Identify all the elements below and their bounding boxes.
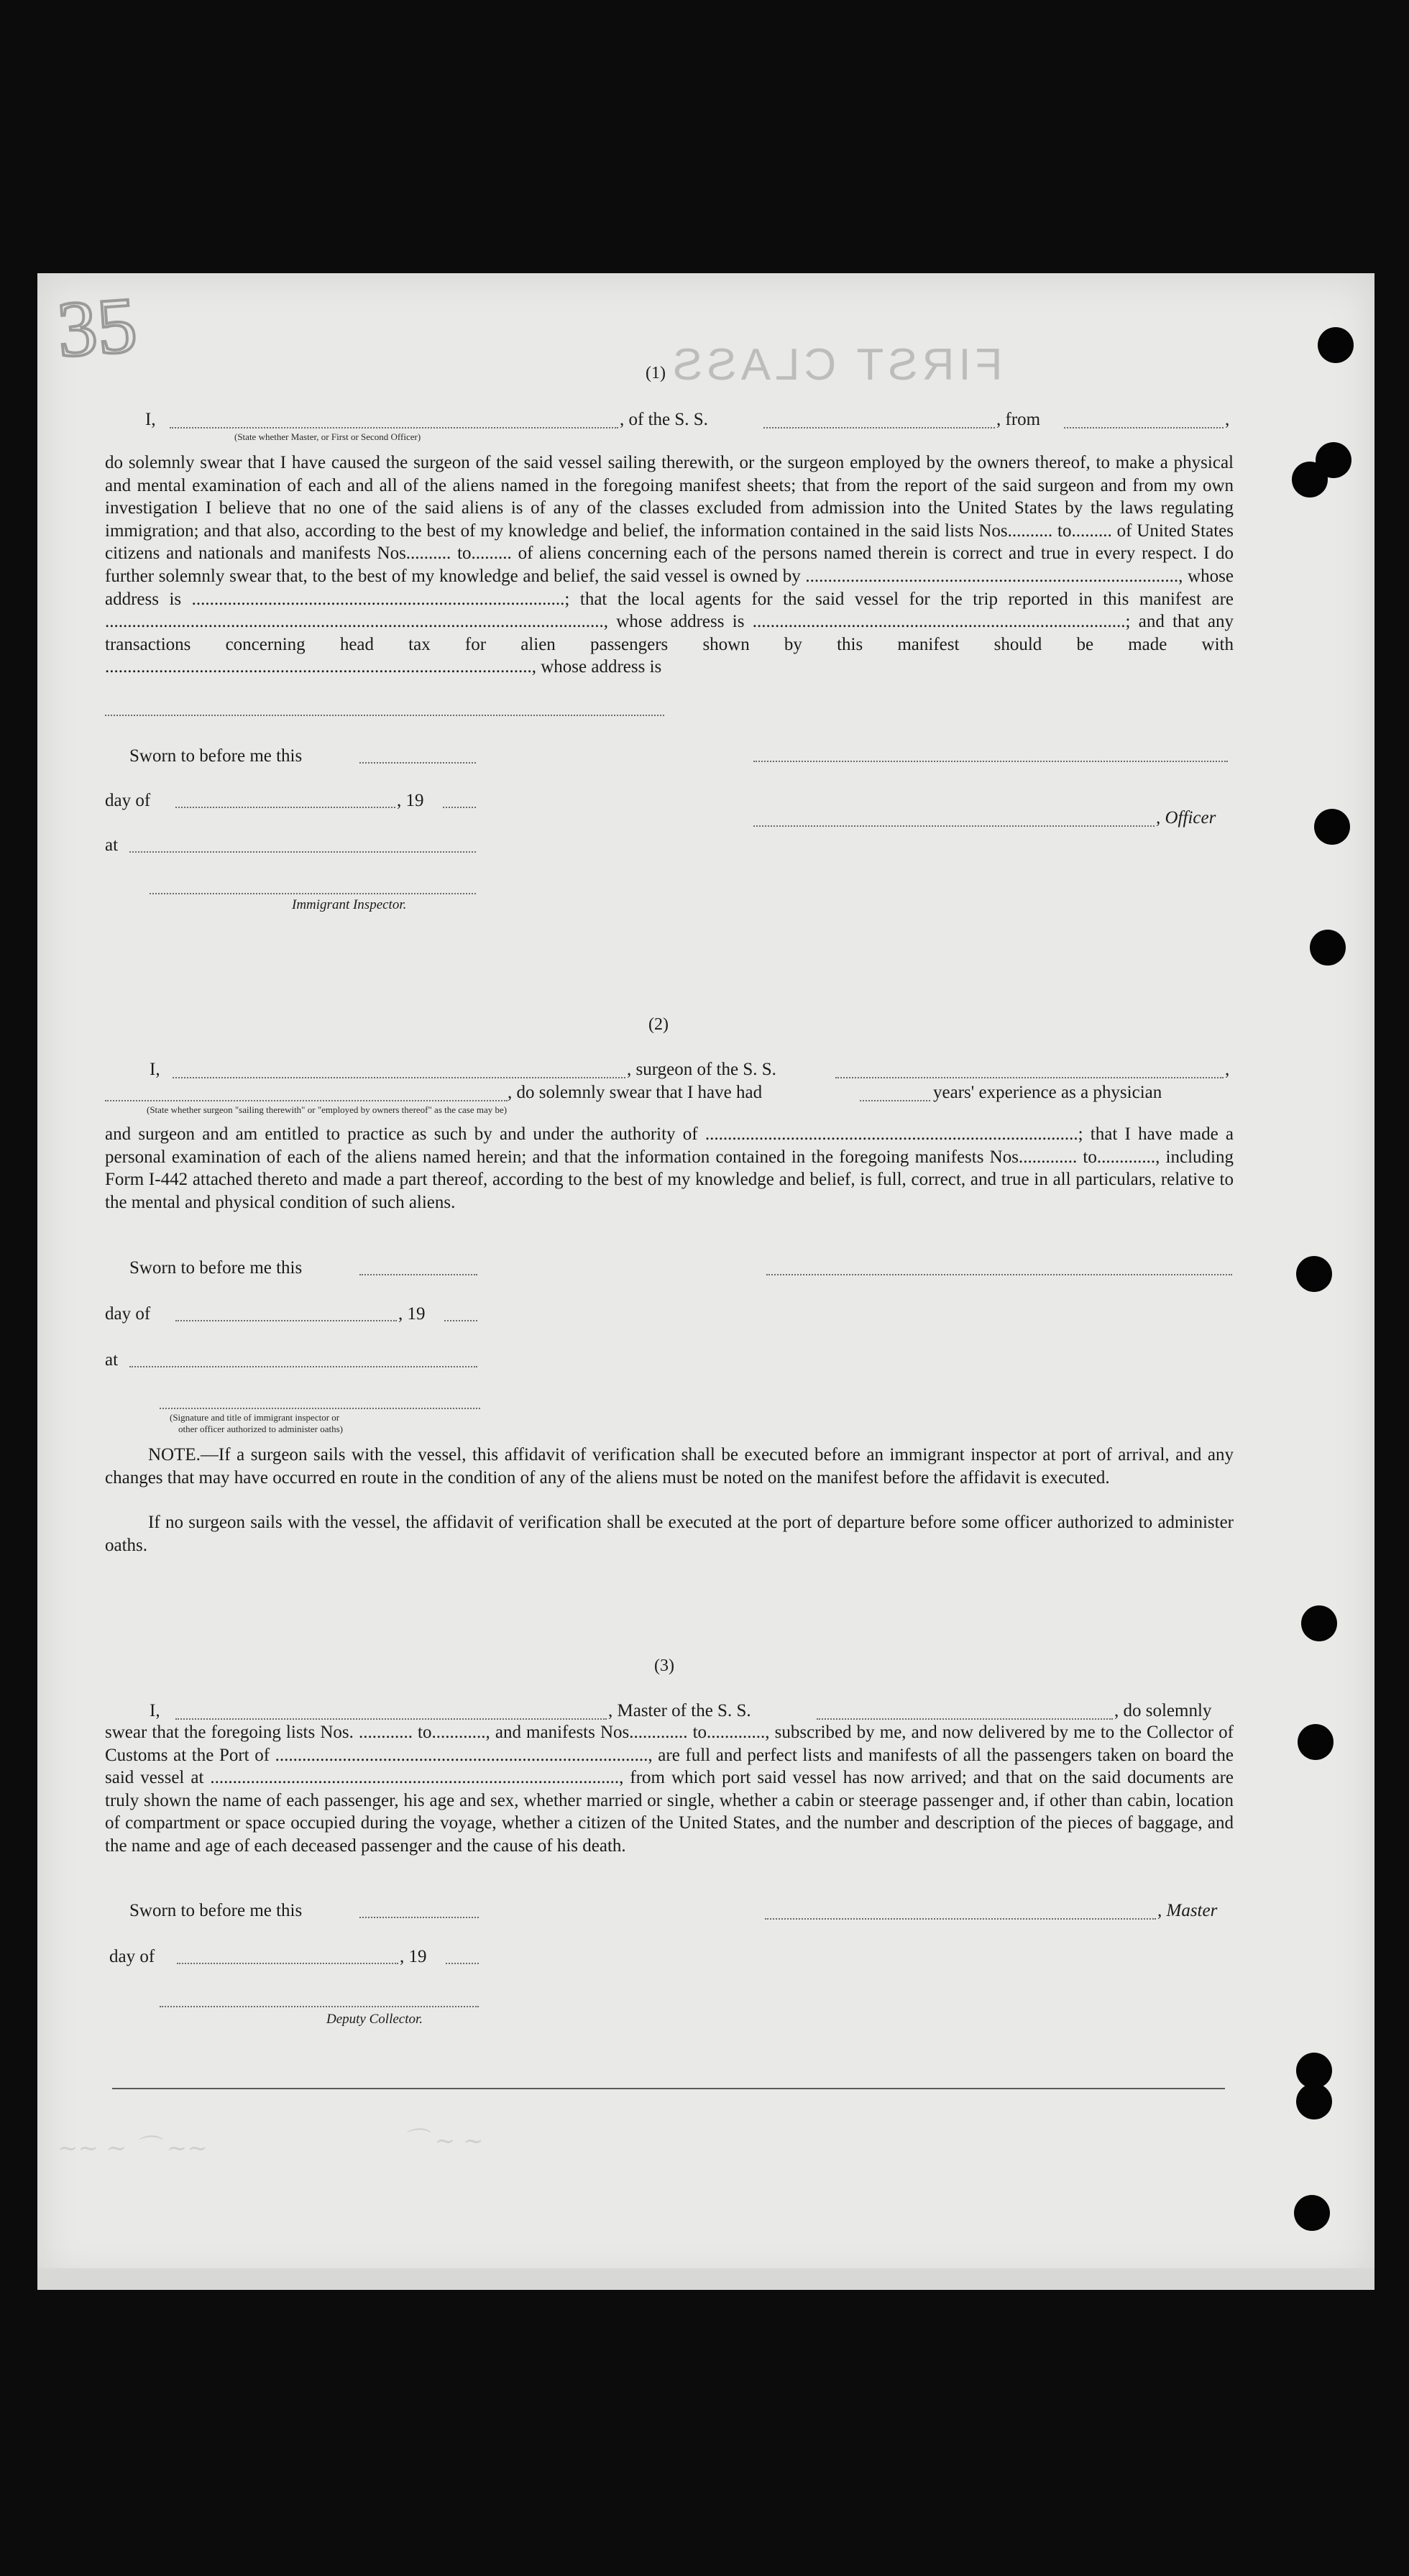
faint-bleedthrough-text: FIRST CLASS (669, 340, 1003, 390)
s2-sig-note-2: other officer authorized to administer oaths) (178, 1424, 343, 1434)
s2-sworn-label: Sworn to before me this (129, 1258, 303, 1278)
s3-master-signature-line (765, 1918, 1156, 1920)
s3-collector-label: Deputy Collector. (326, 2012, 423, 2027)
punch-hole (1296, 2084, 1332, 2119)
s1-officer-signature-line (753, 761, 1228, 762)
s2-vessel-blank (835, 1077, 1224, 1078)
page-number: 35 (54, 280, 140, 374)
s3-line1-vessel: , Master of the S. S. (608, 1701, 751, 1720)
s3-line1-swear: , do solemnly (1114, 1701, 1212, 1720)
s2-at-blank (129, 1366, 477, 1367)
section-3-number: (3) (654, 1656, 674, 1675)
s3-sworn-label: Sworn to before me this (129, 1901, 303, 1920)
s1-from-blank (1064, 427, 1224, 428)
s2-surgeon-signature-line (766, 1274, 1232, 1275)
punch-hole (1298, 1724, 1334, 1760)
s2-note-no-surgeon: If no surgeon sails with the vessel, the affidavit of verification shall be executed at the port of departure before some officer authorized to administer oaths. (105, 1513, 1234, 1555)
s3-day-blank (177, 1963, 398, 1964)
s2-day-label: day of (105, 1304, 151, 1324)
s1-line1-vessel: , of the S. S. (620, 410, 708, 429)
s1-sworn-label: Sworn to before me this (129, 746, 303, 766)
footer-rule (112, 2088, 1225, 2089)
s1-inspector-signature-line (150, 893, 476, 894)
punch-hole (1292, 462, 1328, 498)
faint-handwriting: ~~ ∼ ⌒ ~~ (58, 2134, 208, 2163)
section-1-number: (1) (646, 364, 666, 382)
s3-line1-i: I, (150, 1701, 160, 1720)
punch-hole (1294, 2195, 1330, 2231)
s2-sworn-blank (359, 1274, 477, 1275)
s2-surgeon-type-blank (105, 1100, 508, 1101)
s1-at-label: at (105, 835, 119, 855)
s3-collector-signature-line (160, 2006, 479, 2007)
s1-day-label: day of (105, 791, 151, 810)
s1-line1-from: , from (996, 410, 1041, 429)
s1-at-blank (129, 851, 476, 853)
punch-hole (1301, 1605, 1337, 1641)
punch-hole (1314, 809, 1350, 845)
s2-year-label: , 19 (398, 1304, 426, 1324)
s2-sig-note-1: (Signature and title of immigrant inspector or (170, 1412, 340, 1423)
s2-at-label: at (105, 1350, 119, 1370)
s1-year-label: , 19 (397, 791, 424, 810)
s1-line1-i: I, (145, 410, 156, 429)
s1-vessel-blank (763, 427, 995, 428)
s2-name-blank (173, 1077, 625, 1078)
punch-hole (1318, 327, 1354, 363)
s3-year-label: , 19 (400, 1947, 427, 1966)
s3-sworn-blank (359, 1917, 479, 1918)
section-2-number: (2) (648, 1015, 669, 1034)
s2-year-blank (444, 1320, 477, 1321)
s3-name-blank (175, 1718, 607, 1720)
s1-sworn-blank (359, 762, 476, 764)
s2-line1-vessel: , surgeon of the S. S. (627, 1060, 776, 1079)
s2-line1-i: I, (150, 1060, 160, 1079)
faint-handwriting: ⌒ ∼ ~ (403, 2127, 484, 2155)
s1-year-blank (443, 807, 476, 808)
s2-inspector-signature-line (160, 1408, 480, 1409)
s1-line1-comma: , (1225, 410, 1230, 429)
s3-day-label: day of (109, 1947, 155, 1966)
s3-year-blank (446, 1963, 479, 1964)
s2-line2-experience: years' experience as a physician (933, 1083, 1162, 1102)
s2-day-blank (175, 1320, 397, 1321)
s1-officer-note: (State whether Master, or First or Second Officer) (234, 431, 421, 442)
s1-officer-name-line (753, 825, 1155, 827)
s3-vessel-blank (817, 1718, 1113, 1720)
s3-master-label: , Master (1157, 1901, 1218, 1920)
s1-affidavit-text: do solemnly swear that I have caused the surgeon of the said vessel sailing therewith, or the surgeon employed by the owners thereof, to make a physical and mental examination of each and all of the aliens named in the foregoing manifest sheets; that from the report of the said surgeon and from my own investigation I believe that no one of the said aliens is of any of the classes excluded from admission into the United States by the laws regulating immigration; and that also, according to the best of my knowledge and belief, the information contained in the said lists Nos.......... to......... of United States citizens and nationals and manifests Nos.......... to......... of aliens concerning each of the persons named therein is correct and true in every respect. I do further solemnly swear that, to the best of my knowledge and belief, the said vessel is owned by ..................................................................................., whose address is ...................................................................................; that the local agents for the said vessel for the trip reported in this manifest are ..............................................................................................................., whose address is ...................................................................................; and that any transactions concerning head tax for alien passengers shown by this manifest should be made with ..............................................................................................., whose address is (105, 453, 1234, 677)
s1-officer-label: , Officer (1156, 808, 1216, 828)
s2-note-verification: NOTE.—If a surgeon sails with the vessel, this affidavit of verification shall be executed before an immigrant inspector at port of arrival, and any changes that may have occurred en route in the condition of any of the aliens must be noted on the manifest before the affidavit is executed. (105, 1445, 1234, 1488)
punch-hole (1310, 930, 1346, 966)
s1-name-blank (170, 427, 618, 428)
s1-inspector-label: Immigrant Inspector. (292, 897, 407, 912)
s2-surgeon-note: (State whether surgeon "sailing therewith" or "employed by owners thereof" as the case may be) (147, 1104, 508, 1115)
s2-years-blank (860, 1100, 930, 1101)
s2-line2-swear: , do solemnly swear that I have had (508, 1083, 763, 1102)
s3-affidavit-text: swear that the foregoing lists Nos. ............ to............, and manifests Nos............. to............., subscribed by me, and now delivered by me to the Collector of Customs at the Port of ..................................................................................., are full and perfect lists and manifests of all the passengers taken on board the said vessel at ..........................................................................................., from which port said vessel has now arrived; and that on the said documents are truly shown the name of each passenger, his age and sex, whether married or single, whether a cabin or steerage passenger and, if other than cabin, location of compartment or space occupied during the voyage, whether a citizen of the United States, and the number and description of the pieces of baggage, and the name and age of each deceased passenger and the cause of his death. (105, 1723, 1234, 1856)
s1-day-blank (175, 807, 395, 808)
s2-affidavit-text: and surgeon and am entitled to practice as such by and under the authority of ...................................................................................; that I have made a personal examination of each of the aliens named herein; and that the information contained in the foregoing manifests Nos............. to............., including Form I-442 attached thereto and made a part thereof, according to the best of my knowledge and belief, is full, correct, and true in all particulars, relative to the mental and physical condition of such aliens. (105, 1124, 1234, 1212)
punch-hole (1296, 1256, 1332, 1292)
s2-line1-comma: , (1225, 1060, 1230, 1079)
s1-last-address-blank (105, 715, 664, 716)
